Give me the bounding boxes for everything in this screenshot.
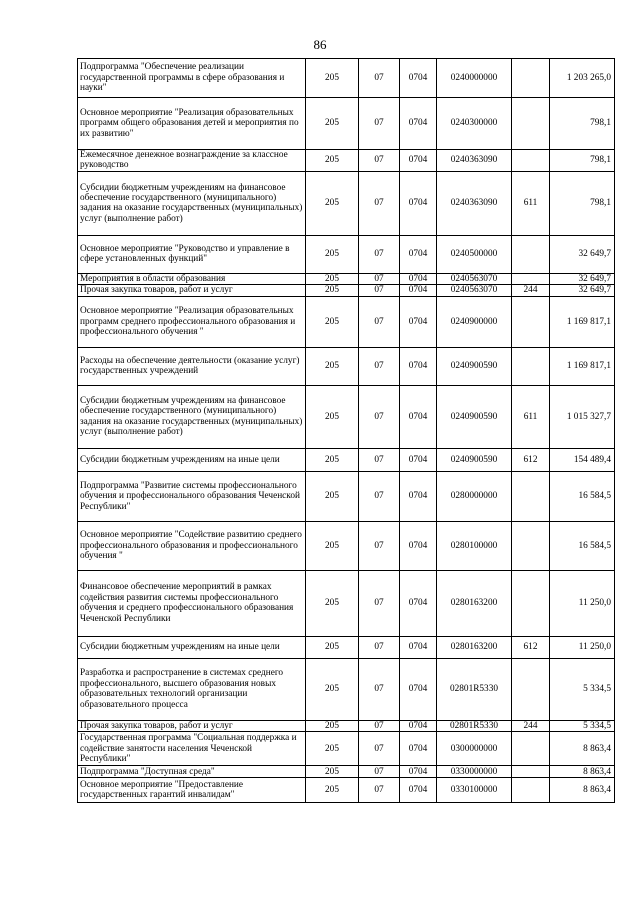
cell-section: 07	[359, 471, 400, 521]
cell-target-article: 0280000000	[437, 471, 512, 521]
cell-section: 07	[359, 296, 400, 347]
cell-section: 07	[359, 385, 400, 448]
table-row	[78, 448, 615, 471]
cell-amount: 154 489,4	[550, 448, 615, 471]
cell-target-article: 0240300000	[437, 98, 512, 150]
cell-grbs: 205	[306, 150, 359, 172]
table-row	[78, 471, 615, 521]
cell-amount: 798,1	[550, 171, 615, 235]
cell-subsection: 0704	[400, 521, 437, 570]
cell-name: Субсидии бюджетным учреждениям на иные цели	[78, 448, 306, 471]
table-row	[78, 98, 615, 150]
cell-name: Подпрограмма "Обеспечение реализации государственной программы в сфере образования и науки"	[78, 59, 306, 98]
cell-section: 07	[359, 732, 400, 766]
cell-amount: 5 334,5	[550, 658, 615, 720]
cell-name: Подпрограмма "Развитие системы профессионального обучения и профессионального образования Чеченской Республики"	[78, 471, 306, 521]
table-row	[78, 285, 615, 296]
cell-target-article: 0280100000	[437, 521, 512, 570]
table-row	[78, 385, 615, 448]
cell-subsection: 0704	[400, 273, 437, 284]
cell-name: Прочая закупка товаров, работ и услуг	[78, 720, 306, 731]
cell-grbs: 205	[306, 285, 359, 296]
cell-grbs: 205	[306, 658, 359, 720]
cell-expense-type	[512, 570, 550, 636]
cell-expense-type	[512, 521, 550, 570]
cell-subsection: 0704	[400, 98, 437, 150]
cell-target-article: 0240000000	[437, 59, 512, 98]
cell-target-article: 0240900590	[437, 385, 512, 448]
table-row	[78, 273, 615, 284]
cell-section: 07	[359, 448, 400, 471]
cell-section: 07	[359, 98, 400, 150]
table-row	[78, 235, 615, 273]
cell-grbs: 205	[306, 347, 359, 385]
cell-target-article: 0240563070	[437, 273, 512, 284]
cell-target-article: 0240563070	[437, 285, 512, 296]
cell-name: Расходы на обеспечение деятельности (оказание услуг) государственных учреждений	[78, 347, 306, 385]
cell-name: Основное мероприятие "Реализация образовательных программ среднего профессионального образования и профессионального обучения "	[78, 296, 306, 347]
cell-expense-type: 244	[512, 720, 550, 731]
cell-expense-type	[512, 732, 550, 766]
cell-grbs: 205	[306, 766, 359, 778]
cell-amount: 8 863,4	[550, 778, 615, 803]
cell-subsection: 0704	[400, 385, 437, 448]
cell-amount: 32 649,7	[550, 285, 615, 296]
cell-grbs: 205	[306, 273, 359, 284]
cell-section: 07	[359, 347, 400, 385]
cell-expense-type: 611	[512, 171, 550, 235]
cell-target-article: 0280163200	[437, 636, 512, 658]
cell-target-article: 0240363090	[437, 150, 512, 172]
cell-section: 07	[359, 720, 400, 731]
page-number: 86	[313, 37, 327, 52]
cell-expense-type: 612	[512, 448, 550, 471]
cell-subsection: 0704	[400, 448, 437, 471]
cell-grbs: 205	[306, 636, 359, 658]
cell-grbs: 205	[306, 471, 359, 521]
cell-subsection: 0704	[400, 636, 437, 658]
cell-subsection: 0704	[400, 732, 437, 766]
cell-section: 07	[359, 150, 400, 172]
cell-name: Субсидии бюджетным учреждениям на финансовое обеспечение государственного (муниципального) задания на оказание государственных (муниципальных) услуг (выполнение работ)	[78, 385, 306, 448]
cell-section: 07	[359, 171, 400, 235]
cell-section: 07	[359, 658, 400, 720]
cell-subsection: 0704	[400, 658, 437, 720]
cell-name: Государственная программа "Социальная поддержка и содействие занятости населения Чеченской Республики"	[78, 732, 306, 766]
cell-subsection: 0704	[400, 471, 437, 521]
cell-amount: 11 250,0	[550, 636, 615, 658]
cell-subsection: 0704	[400, 766, 437, 778]
cell-grbs: 205	[306, 59, 359, 98]
cell-name: Основное мероприятие "Предоставление государственных гарантий инвалидам"	[78, 778, 306, 803]
cell-grbs: 205	[306, 448, 359, 471]
cell-grbs: 205	[306, 570, 359, 636]
table-row	[78, 347, 615, 385]
cell-grbs: 205	[306, 732, 359, 766]
cell-section: 07	[359, 636, 400, 658]
cell-target-article: 0280163200	[437, 570, 512, 636]
cell-name: Субсидии бюджетным учреждениям на финансовое обеспечение государственного (муниципального) задания на оказание государственных (муниципальных) услуг (выполнение работ)	[78, 171, 306, 235]
table-row	[78, 732, 615, 766]
cell-subsection: 0704	[400, 285, 437, 296]
cell-amount: 16 584,5	[550, 471, 615, 521]
table-row	[78, 766, 615, 778]
budget-table	[77, 58, 615, 803]
cell-grbs: 205	[306, 385, 359, 448]
cell-name: Разработка и распространение в системах среднего профессионального, высшего образования новых образовательных технологий организации образовательного процесса	[78, 658, 306, 720]
cell-grbs: 205	[306, 235, 359, 273]
cell-grbs: 205	[306, 720, 359, 731]
cell-amount: 798,1	[550, 98, 615, 150]
cell-subsection: 0704	[400, 570, 437, 636]
cell-section: 07	[359, 273, 400, 284]
cell-name: Субсидии бюджетным учреждениям на иные цели	[78, 636, 306, 658]
cell-grbs: 205	[306, 521, 359, 570]
cell-name: Финансовое обеспечение мероприятий в рамках содействия развития системы профессионального обучения и среднего профессионального образования Чеченской Республики	[78, 570, 306, 636]
cell-subsection: 0704	[400, 235, 437, 273]
cell-expense-type: 244	[512, 285, 550, 296]
cell-subsection: 0704	[400, 171, 437, 235]
cell-section: 07	[359, 766, 400, 778]
cell-grbs: 205	[306, 171, 359, 235]
cell-subsection: 0704	[400, 720, 437, 731]
cell-expense-type	[512, 296, 550, 347]
cell-target-article: 0330000000	[437, 766, 512, 778]
cell-expense-type	[512, 778, 550, 803]
cell-amount: 8 863,4	[550, 732, 615, 766]
cell-subsection: 0704	[400, 150, 437, 172]
cell-expense-type	[512, 658, 550, 720]
cell-name: Мероприятия в области образования	[78, 273, 306, 284]
cell-section: 07	[359, 521, 400, 570]
cell-expense-type	[512, 471, 550, 521]
cell-target-article: 0240363090	[437, 171, 512, 235]
cell-section: 07	[359, 570, 400, 636]
cell-amount: 1 169 817,1	[550, 347, 615, 385]
cell-amount: 798,1	[550, 150, 615, 172]
cell-grbs: 205	[306, 778, 359, 803]
cell-amount: 5 334,5	[550, 720, 615, 731]
cell-name: Прочая закупка товаров, работ и услуг	[78, 285, 306, 296]
cell-subsection: 0704	[400, 347, 437, 385]
cell-amount: 32 649,7	[550, 235, 615, 273]
table-row	[78, 720, 615, 731]
cell-amount: 1 203 265,0	[550, 59, 615, 98]
cell-name: Ежемесячное денежное вознаграждение за классное руководство	[78, 150, 306, 172]
cell-expense-type	[512, 766, 550, 778]
cell-expense-type	[512, 273, 550, 284]
cell-amount: 16 584,5	[550, 521, 615, 570]
cell-target-article: 0240500000	[437, 235, 512, 273]
cell-expense-type	[512, 98, 550, 150]
cell-section: 07	[359, 778, 400, 803]
cell-expense-type	[512, 150, 550, 172]
table-row	[78, 150, 615, 172]
cell-section: 07	[359, 285, 400, 296]
table-row	[78, 636, 615, 658]
cell-target-article: 0240900590	[437, 347, 512, 385]
cell-name: Основное мероприятие "Реализация образовательных программ общего образования детей и мероприятия по их развитию"	[78, 98, 306, 150]
cell-amount: 1 169 817,1	[550, 296, 615, 347]
cell-expense-type	[512, 347, 550, 385]
cell-expense-type: 611	[512, 385, 550, 448]
cell-grbs: 205	[306, 98, 359, 150]
table-row	[78, 658, 615, 720]
table-row	[78, 521, 615, 570]
cell-target-article: 02801R5330	[437, 720, 512, 731]
cell-amount: 11 250,0	[550, 570, 615, 636]
cell-subsection: 0704	[400, 59, 437, 98]
table-row	[78, 171, 615, 235]
table-body	[78, 59, 615, 803]
table-row	[78, 59, 615, 98]
cell-target-article: 0240900000	[437, 296, 512, 347]
cell-amount: 1 015 327,7	[550, 385, 615, 448]
cell-expense-type	[512, 59, 550, 98]
cell-amount: 32 649,7	[550, 273, 615, 284]
cell-name: Подпрограмма "Доступная среда"	[78, 766, 306, 778]
table-row	[78, 296, 615, 347]
cell-subsection: 0704	[400, 296, 437, 347]
cell-grbs: 205	[306, 296, 359, 347]
cell-target-article: 02801R5330	[437, 658, 512, 720]
cell-target-article: 0330100000	[437, 778, 512, 803]
cell-section: 07	[359, 59, 400, 98]
cell-target-article: 0240900590	[437, 448, 512, 471]
cell-expense-type	[512, 235, 550, 273]
cell-subsection: 0704	[400, 778, 437, 803]
cell-target-article: 0300000000	[437, 732, 512, 766]
cell-amount: 8 863,4	[550, 766, 615, 778]
cell-name: Основное мероприятие "Содействие развитию среднего профессионального образования и профессионального обучения "	[78, 521, 306, 570]
cell-section: 07	[359, 235, 400, 273]
cell-expense-type: 612	[512, 636, 550, 658]
table-row	[78, 778, 615, 803]
cell-name: Основное мероприятие "Руководство и управление в сфере установленных функций"	[78, 235, 306, 273]
table-row	[78, 570, 615, 636]
